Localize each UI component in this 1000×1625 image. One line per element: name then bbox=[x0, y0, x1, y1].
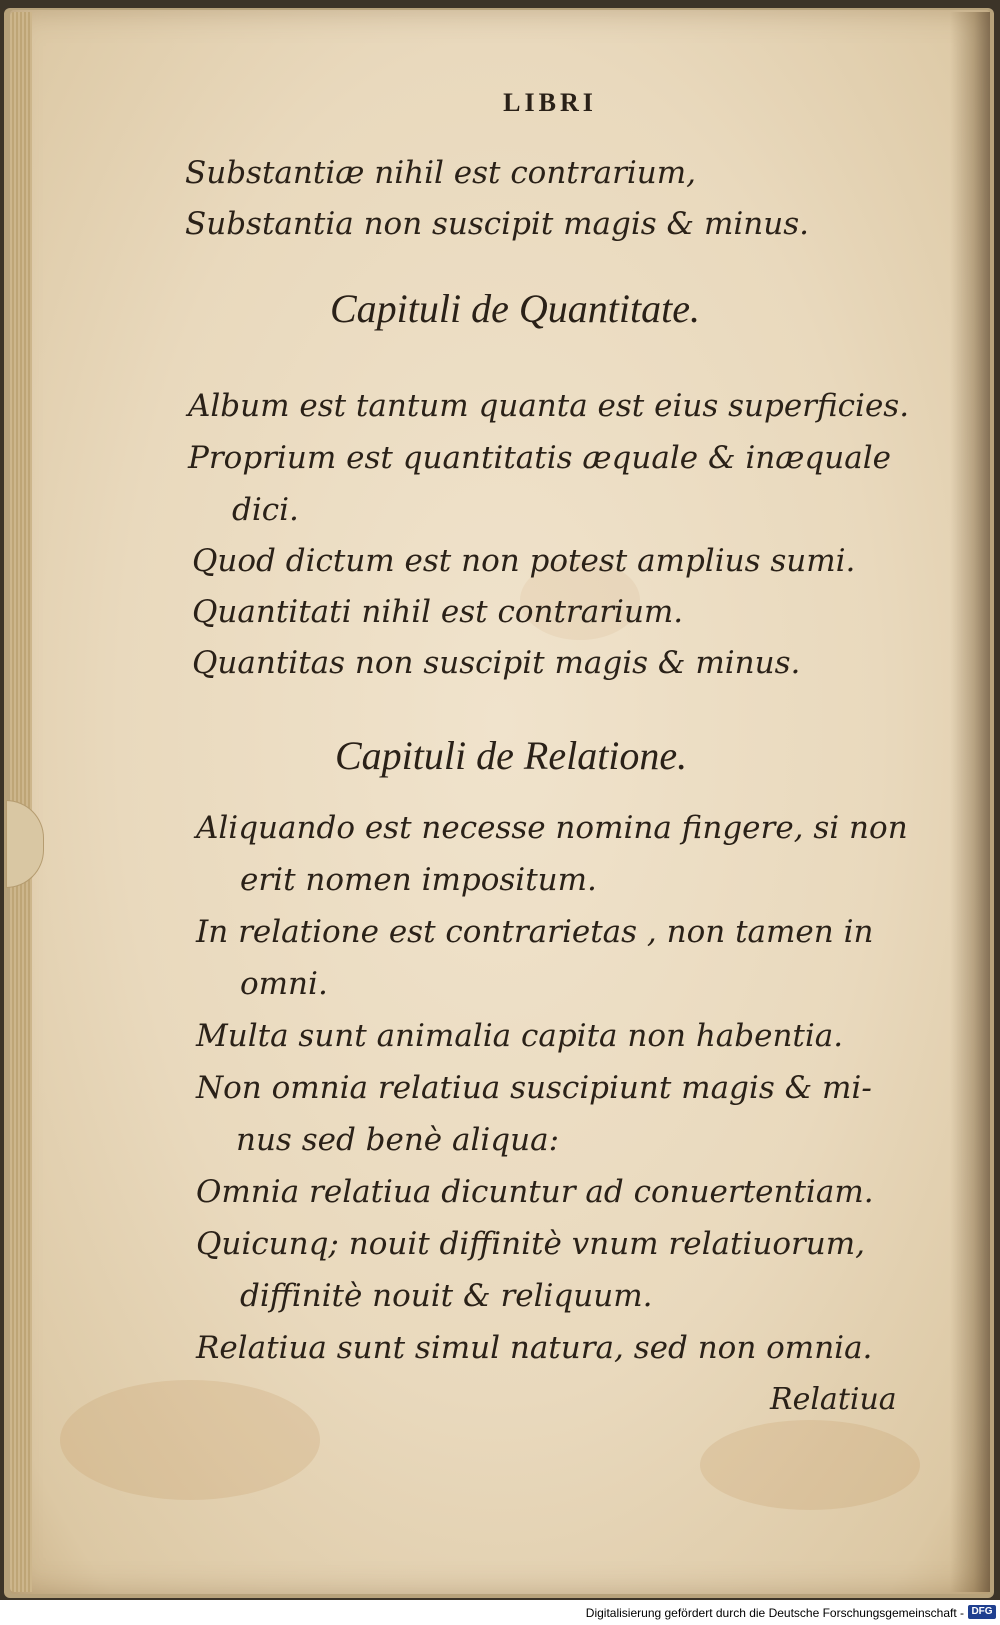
text-line: nus sed benè aliqua: bbox=[236, 1122, 560, 1158]
text-line: omni. bbox=[240, 966, 328, 1002]
text-line: Substantiæ nihil est contrarium, bbox=[185, 155, 697, 191]
text-line: Quantitati nihil est contrarium. bbox=[192, 594, 684, 630]
paper-stain bbox=[60, 1380, 320, 1500]
section-heading-relation: Capituli de Relatione. bbox=[335, 733, 688, 778]
text-line: Relatiua sunt simul natura, sed non omnia. bbox=[196, 1330, 873, 1366]
text-line: Quod dictum est non potest amplius sumi. bbox=[192, 543, 856, 579]
text-line: Quicunq; nouit diffinitè vnum relatiuorum, bbox=[196, 1226, 866, 1262]
text-line: Omnia relatiua dicuntur ad conuertentiam. bbox=[196, 1174, 874, 1210]
text-line: Non omnia relatiua suscipiunt magis & mi- bbox=[196, 1070, 872, 1106]
text-line: Substantia non suscipit magis & minus. bbox=[185, 206, 809, 242]
text-line: Quantitas non suscipit magis & minus. bbox=[192, 645, 801, 681]
text-line: diffinitè nouit & reliquum. bbox=[240, 1278, 653, 1314]
catchword: Relatiua bbox=[770, 1382, 897, 1417]
section-heading-quantity: Capituli de Quantitate. bbox=[330, 286, 700, 331]
text-line: Proprium est quantitatis æquale & inæquale bbox=[188, 440, 891, 476]
text-line: Album est tantum quanta est eius superficies. bbox=[188, 388, 910, 424]
text-line: Aliquando est necesse nomina fingere, si non bbox=[196, 810, 908, 846]
page-gutter bbox=[950, 12, 990, 1592]
text-line: Multa sunt animalia capita non habentia. bbox=[196, 1018, 844, 1054]
text-line: dici. bbox=[232, 492, 299, 528]
paper-stain bbox=[700, 1420, 920, 1510]
text-line: In relatione est contrarietas , non tamen in bbox=[196, 914, 874, 950]
digitization-credit: Digitalisierung gefördert durch die Deutsche Forschungsgemeinschaft - bbox=[585, 1606, 964, 1620]
dfg-logo: DFG bbox=[968, 1605, 996, 1619]
running-head: LIBRI bbox=[503, 88, 597, 117]
text-line: erit nomen impositum. bbox=[240, 862, 597, 898]
